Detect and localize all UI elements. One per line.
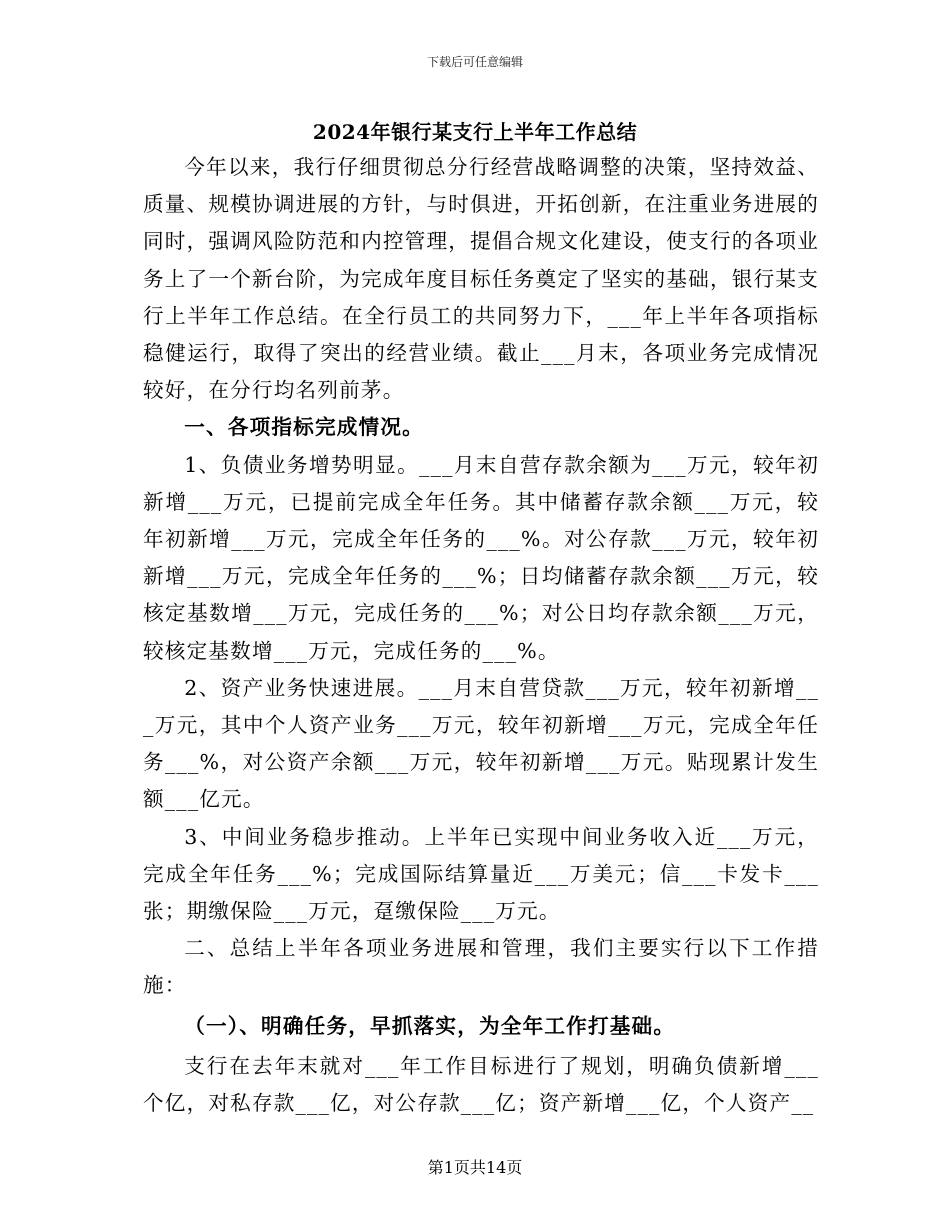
header-note: 下载后可任意编辑 [426,55,523,69]
document-title: 2024年银行某支行上半年工作总结 [312,120,638,144]
document-body [143,149,819,1122]
section-heading-2: 二、总结上半年各项业务进展和管理，我们主要实行以下工作措施： [143,936,819,998]
section-heading-1: 一、各项指标完成情况。 [184,415,424,440]
item-paragraph-1: 1、负债业务增势明显。___月末自营存款余额为___万元，较年初新增___万元，已提前完成全年任务。其中储蓄存款余额___万元，较年初新增___万元，完成全年任务的___%。对公存款___万元，较年初新增___万元，完成全年任务的___%；日均储蓄存款余额___万元，较核定基数增___万元，完成任务的___%；对公日均存款余额___万元，较核定基数增___万元，完成任务的___%。 [143,452,819,663]
page-footer: 第1页共14页 [427,1158,523,1177]
body-paragraph-continued: 支行在去年末就对___年工作目标进行了规划，明确负债新增___个亿，对私存款___亿，对公存款___亿；资产新增___亿，个人资产__ [143,1053,819,1116]
item-paragraph-2: 2、资产业务快速进展。___月末自营贷款___万元，较年初新增___万元，其中个人资产业务___万元，较年初新增___万元，完成全年任务___%，对公资产余额___万元，较年初新增___万元。贴现累计发生额___亿元。 [143,675,819,812]
subsection-heading-1: （一）、明确任务，早抓落实，为全年工作打基础。 [184,1013,676,1038]
item-paragraph-3: 3、中间业务稳步推动。上半年已实现中间业务收入近___万元，完成全年任务___%；完成国际结算量近___万美元；信___卡发卡___张；期缴保险___万元，趸缴保险___万元。 [143,824,819,924]
intro-paragraph: 今年以来，我行仔细贯彻总分行经营战略调整的决策，坚持效益、质量、规模协调进展的方针，与时俱进，开拓创新，在注重业务进展的同时，强调风险防范和内控管理，提倡合规文化建设，使支行的各项业务上了一个新台阶，为完成年度目标任务奠定了坚实的基础，银行某支行上半年工作总结。在全行员工的共同努力下，___年上半年各项指标稳健运行，取得了突出的经营业绩。截止___月末，各项业务完成情况较好，在分行均名列前茅。 [143,155,819,403]
